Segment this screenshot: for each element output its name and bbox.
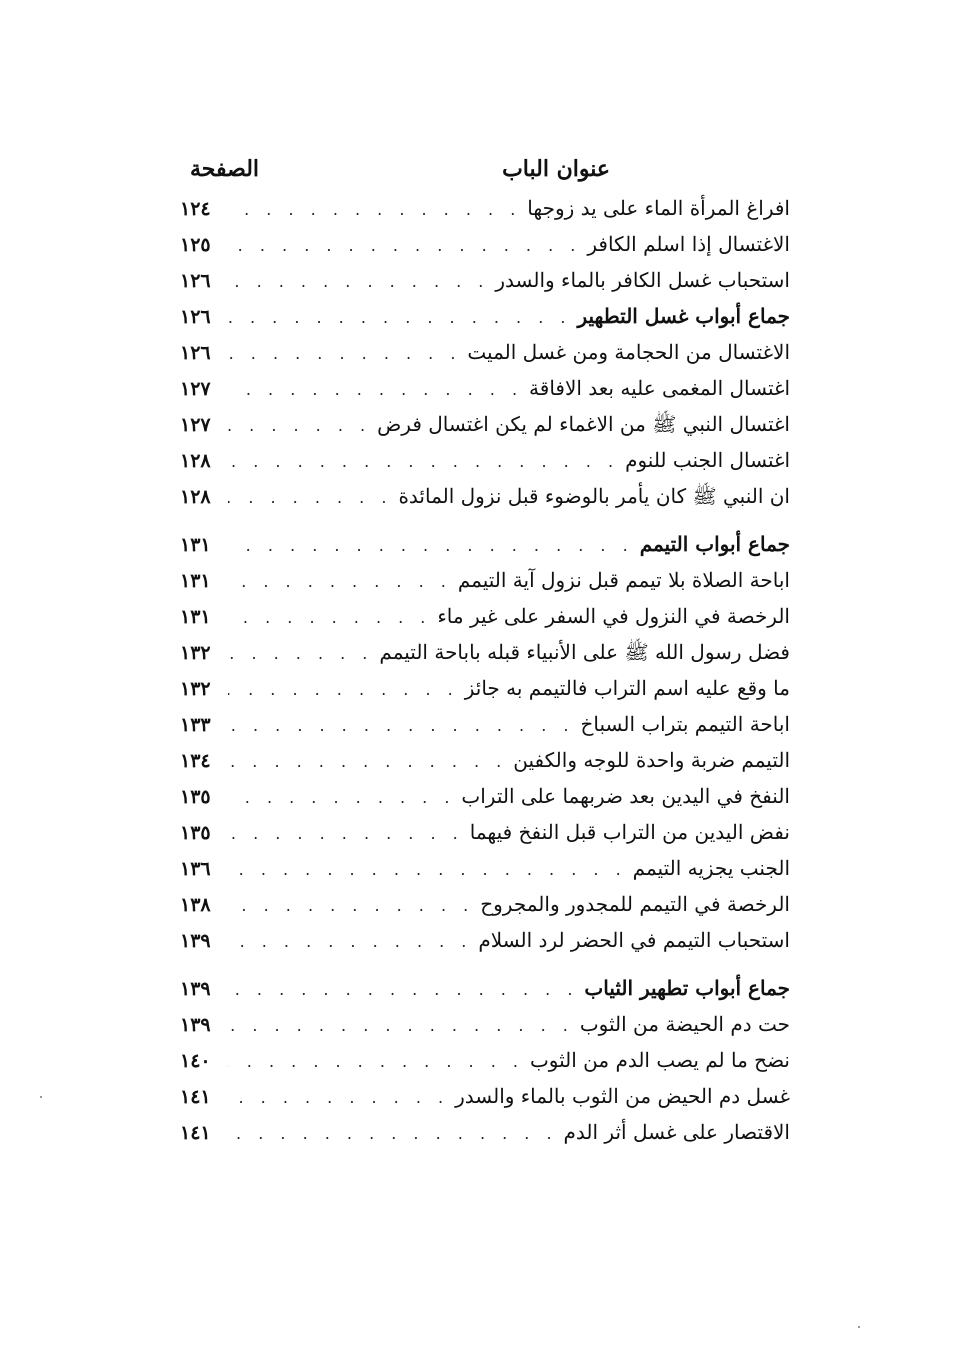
toc-section-heading xyxy=(180,298,790,334)
leader-dots xyxy=(228,852,627,888)
leader-dots xyxy=(228,372,523,408)
entry-page: ١٣٩ xyxy=(180,1014,211,1036)
entry-title: اباحة التيمم بتراب السباخ xyxy=(580,712,790,736)
entry-page: ١٢٤ xyxy=(180,198,211,220)
leader-dots xyxy=(228,228,581,264)
toc-entry xyxy=(180,262,790,298)
entry-page: ١٣١ xyxy=(180,570,211,592)
leader-dots xyxy=(228,924,472,960)
toc-entry xyxy=(180,886,790,922)
entry-page: ١٣٣ xyxy=(180,714,211,736)
entry-page: ١٢٦ xyxy=(180,342,211,364)
column-title-page: الصفحة xyxy=(190,156,260,182)
toc-entry xyxy=(180,742,790,778)
toc-entry xyxy=(180,922,790,958)
entry-page: ١٤٠ xyxy=(180,1050,211,1072)
leader-dots xyxy=(228,636,373,672)
toc-entry xyxy=(180,562,790,598)
entry-title: حت دم الحيضة من الثوب xyxy=(579,1012,790,1036)
entry-title: اباحة الصلاة بلا تيمم قبل نزول آية التيمم xyxy=(457,568,790,592)
entry-title: التيمم ضربة واحدة للوجه والكفين xyxy=(513,748,790,772)
entry-title: الاغتسال من الحجامة ومن غسل الميت xyxy=(467,340,790,364)
toc-entry xyxy=(180,706,790,742)
leader-dots xyxy=(228,300,571,336)
entry-page: ١٢٧ xyxy=(180,414,211,436)
leader-dots xyxy=(228,444,619,480)
toc-entry xyxy=(180,670,790,706)
toc-entry xyxy=(180,478,790,514)
table-of-contents xyxy=(180,150,790,1150)
entry-page: ١٢٨ xyxy=(180,486,211,508)
entry-page: ١٢٥ xyxy=(180,234,211,256)
leader-dots xyxy=(228,888,474,924)
leader-dots xyxy=(228,1008,574,1044)
leader-dots xyxy=(228,744,507,780)
entry-title: الاغتسال إذا اسلم الكافر xyxy=(587,232,790,256)
toc-section-heading xyxy=(180,526,790,562)
section-title: جماع أبواب غسل التطهير xyxy=(577,304,790,328)
toc-entry xyxy=(180,370,790,406)
leader-dots xyxy=(228,1116,558,1152)
leader-dots xyxy=(228,264,489,300)
toc-entry xyxy=(180,1006,790,1042)
entry-page: ١٣١ xyxy=(180,534,211,556)
entry-title: الرخصة في التيمم للمجدور والمجروح xyxy=(480,892,790,916)
entry-title: الرخصة في النزول في السفر على غير ماء xyxy=(437,604,790,628)
entry-page: ١٣٨ xyxy=(180,894,211,916)
toc-entry xyxy=(180,598,790,634)
entry-title: فضل رسول الله ﷺ على الأنبياء قبله باباحة التيمم xyxy=(379,640,790,664)
scan-speck xyxy=(858,1326,860,1328)
toc-entry xyxy=(180,634,790,670)
entry-page: ١٣٢ xyxy=(180,642,211,664)
leader-dots xyxy=(228,672,459,708)
column-title-chapter: عنوان الباب xyxy=(502,156,610,182)
entry-page: ١٢٧ xyxy=(180,378,211,400)
entry-page: ١٣٩ xyxy=(180,978,211,1000)
entry-title: نضح ما لم يصب الدم من الثوب xyxy=(529,1048,790,1072)
entry-page: ١٣٤ xyxy=(180,750,211,772)
entry-page: ١٣١ xyxy=(180,606,211,628)
toc-entry xyxy=(180,1042,790,1078)
entry-title: اغتسال الجنب للنوم xyxy=(625,448,790,472)
entry-title: النفخ في اليدين بعد ضربهما على التراب xyxy=(461,784,790,808)
toc-entry xyxy=(180,778,790,814)
leader-dots xyxy=(228,336,461,372)
entry-title: افراغ المرأة الماء على يد زوجها xyxy=(527,196,790,220)
entry-page: ١٣٥ xyxy=(180,822,211,844)
entry-page: ١٣٢ xyxy=(180,678,211,700)
entry-page: ١٣٥ xyxy=(180,786,211,808)
leader-dots xyxy=(228,192,521,228)
entry-title: اغتسال المغمى عليه بعد الافاقة xyxy=(529,376,790,400)
leader-dots xyxy=(228,528,634,564)
toc-entry xyxy=(180,190,790,226)
toc-entry xyxy=(180,850,790,886)
scan-speck xyxy=(40,1096,42,1098)
toc-entry xyxy=(180,226,790,262)
entry-title: غسل دم الحيض من الثوب بالماء والسدر xyxy=(455,1084,790,1108)
leader-dots xyxy=(228,1044,524,1080)
toc-entry xyxy=(180,406,790,442)
entry-page: ١٣٩ xyxy=(180,930,211,952)
entry-page: ١٢٨ xyxy=(180,450,211,472)
entry-title: استحباب التيمم في الحضر لرد السلام xyxy=(478,928,790,952)
entry-title: استحباب غسل الكافر بالماء والسدر xyxy=(495,268,790,292)
leader-dots xyxy=(228,816,464,852)
leader-dots xyxy=(228,600,431,636)
entry-title: ان النبي ﷺ كان يأمر بالوضوء قبل نزول المائدة xyxy=(398,484,790,508)
entry-page: ١٣٦ xyxy=(180,858,211,880)
toc-header xyxy=(180,150,790,190)
entry-title: الجنب يجزيه التيمم xyxy=(632,856,790,880)
entry-page: ١٤١ xyxy=(180,1122,211,1144)
entry-page: ١٢٦ xyxy=(180,306,211,328)
leader-dots xyxy=(228,708,574,744)
toc-entry xyxy=(180,334,790,370)
leader-dots xyxy=(228,408,371,444)
entry-title: نفض اليدين من التراب قبل النفخ فيهما xyxy=(469,820,790,844)
leader-dots xyxy=(228,564,452,600)
entry-page: ١٤١ xyxy=(180,1086,211,1108)
leader-dots xyxy=(228,480,392,516)
entry-title: ما وقع عليه اسم التراب فالتيمم به جائز xyxy=(464,676,790,700)
toc-section-heading xyxy=(180,970,790,1006)
leader-dots xyxy=(228,780,455,816)
entry-page: ١٢٦ xyxy=(180,270,211,292)
leader-dots xyxy=(228,972,578,1008)
toc-entry xyxy=(180,814,790,850)
toc-entry xyxy=(180,1114,790,1150)
toc-entry xyxy=(180,1078,790,1114)
section-title: جماع أبواب تطهير الثياب xyxy=(584,976,790,1000)
entry-title: اغتسال النبي ﷺ من الاغماء لم يكن اغتسال فرض xyxy=(377,412,790,436)
toc-entry xyxy=(180,442,790,478)
leader-dots xyxy=(228,1080,449,1116)
section-title: جماع أبواب التيمم xyxy=(639,532,790,556)
entry-title: الاقتصار على غسل أثر الدم xyxy=(563,1120,790,1144)
